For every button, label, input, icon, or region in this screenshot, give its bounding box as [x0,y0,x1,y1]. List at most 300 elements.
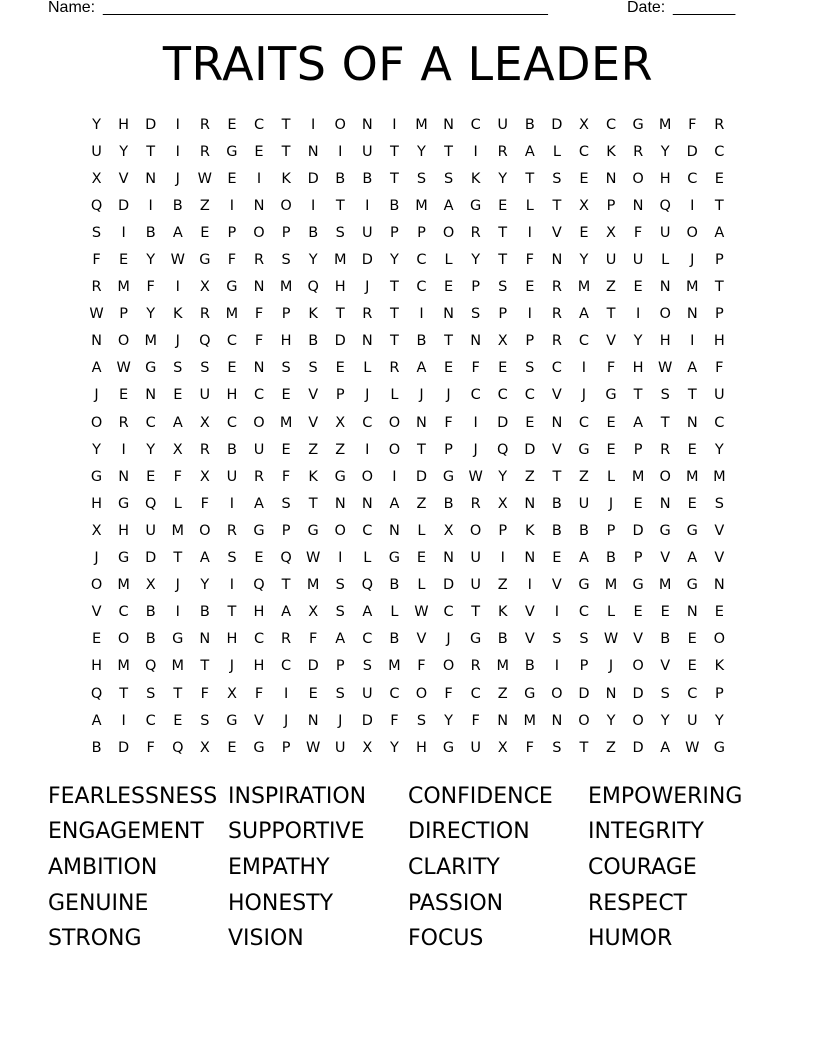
grid-cell: G [172,631,184,648]
grid-row [83,219,733,246]
grid-cell: N [443,116,454,133]
grid-cell: L [525,197,534,214]
grid-cell: T [173,550,183,567]
grid-cell: O [253,414,265,431]
grid-cell: O [686,224,698,241]
grid-cell: X [335,414,346,431]
grid-cell: C [416,252,427,269]
grid-cell: E [687,658,697,675]
grid-row [83,355,733,382]
grid-cell: L [173,495,182,512]
grid-cell: V [524,604,535,621]
grid-cell: I [175,143,180,160]
grid-cell: F [200,685,210,702]
grid-cell: Z [497,685,508,702]
grid-cell: P [390,224,399,241]
grid-cell: E [687,441,697,458]
grid-cell: C [226,414,237,431]
grid-cell: Y [633,333,643,350]
grid-cell: B [389,197,400,214]
word-list-item: EMPOWERING [588,783,743,809]
word-list-item: SUPPORTIVE [228,819,365,845]
grid-cell: C [714,143,725,160]
grid-cell: Q [280,550,292,567]
grid-cell: Q [361,577,374,594]
grid-cell: F [92,252,101,269]
grid-cell: O [469,522,482,539]
grid-cell: Q [144,495,157,512]
grid-cell: R [199,306,210,323]
grid-cell: J [690,252,695,269]
grid-cell: I [229,197,235,214]
grid-cell: P [281,739,291,756]
grid-cell: C [362,631,373,648]
grid-cell: O [280,197,292,214]
grid-cell: L [390,387,399,404]
grid-cell: T [660,414,670,431]
grid-cell: G [632,116,644,133]
grid-cell: X [578,116,589,133]
grid-cell: Q [90,197,103,214]
grid-cell: L [661,252,670,269]
grid-cell: V [254,712,264,729]
grid-cell: S [714,495,724,512]
word-list-item: AMBITION [48,854,158,880]
grid-cell: E [416,550,427,567]
grid-cell: R [497,143,508,160]
grid-cell: L [444,252,453,269]
grid-cell: E [633,604,643,621]
grid-cell: D [686,143,698,160]
grid-cell: F [390,712,399,729]
grid-cell: O [253,224,265,241]
grid-cell: D [632,685,644,702]
grid-cell: G [659,522,671,539]
grid-cell: J [175,333,180,350]
grid-cell: N [361,333,373,350]
grid-cell: J [338,712,343,729]
grid-cell: D [361,252,373,269]
grid-cell: T [281,143,291,160]
grid-cell: E [308,685,318,702]
grid-cell: N [659,279,671,296]
grid-cell: P [281,306,291,323]
grid-cell: T [335,197,345,214]
grid-cell: J [419,387,424,404]
grid-cell: N [118,468,130,485]
grid-cell: V [118,170,129,187]
grid-cell: D [497,414,509,431]
grid-cell: Y [92,441,101,458]
grid-cell: J [446,387,451,404]
grid-cell: I [473,414,478,431]
grid-cell: M [415,116,428,133]
grid-cell: A [443,197,454,214]
grid-cell: I [121,224,126,241]
grid-cell: H [632,360,644,377]
grid-row [83,517,733,544]
grid-cell: C [687,170,698,187]
grid-cell: O [551,685,563,702]
grid-cell: P [633,441,643,458]
grid-cell: E [606,414,616,431]
grid-cell: S [552,631,562,648]
grid-row [83,680,733,707]
grid-cell: U [470,577,481,594]
grid-cell: H [91,495,102,512]
grid-cell: I [554,658,559,675]
grid-cell: V [308,387,319,404]
grid-cell: T [335,306,345,323]
grid-cell: P [633,550,643,567]
grid-cell: O [713,631,726,648]
grid-row [83,734,733,761]
date-line: _______ [673,0,736,16]
grid-cell: F [525,252,534,269]
word-list-item: INSPIRATION [228,783,367,809]
grid-cell: T [200,658,210,675]
grid-cell: N [551,712,563,729]
grid-cell: K [714,658,725,675]
grid-cell: X [308,604,319,621]
grid-row [83,274,733,301]
grid-cell: N [253,197,265,214]
grid-cell: D [361,712,373,729]
grid-cell: P [335,387,345,404]
grid-cell: I [256,170,262,187]
word-list-item: RESPECT [588,890,688,916]
grid-cell: X [443,522,454,539]
word-list-item: PASSION [408,890,504,916]
grid-cell: L [363,550,372,567]
grid-cell: I [473,143,478,160]
grid-cell: K [606,143,616,160]
grid-cell: E [714,604,724,621]
grid-cell: N [361,116,373,133]
grid-cell: I [527,306,532,323]
grid-cell: F [200,495,210,512]
word-list [48,779,768,957]
grid-cell: D [632,739,644,756]
grid-cell: O [334,522,346,539]
grid-cell: B [389,577,400,594]
grid-cell: A [335,631,346,648]
grid-cell: R [281,631,292,648]
grid-cell: K [470,170,481,187]
grid-cell: T [389,143,399,160]
grid-cell: C [605,116,617,133]
grid-cell: T [714,197,724,214]
grid-cell: W [89,306,104,323]
grid-cell: S [579,631,589,648]
grid-cell: C [470,685,481,702]
grid-cell: G [90,468,103,485]
grid-cell: X [172,441,183,458]
grid-cell: W [685,739,700,756]
grid-cell: Y [417,143,426,160]
grid-cell: C [497,387,508,404]
grid-row [83,599,733,626]
grid-cell: M [658,577,672,594]
grid-cell: C [687,685,698,702]
grid-cell: Y [606,712,616,729]
grid-cell: G [253,522,265,539]
grid-cell: U [605,252,617,269]
grid-cell: E [687,495,697,512]
grid-cell: R [118,414,129,431]
grid-cell: V [308,414,319,431]
grid-cell: N [361,495,373,512]
grid-cell: J [446,631,451,648]
header-row [48,0,748,20]
grid-cell: C [145,712,156,729]
grid-cell: C [551,360,562,377]
grid-row [83,545,733,572]
grid-cell: L [552,143,561,160]
grid-cell: L [606,468,616,485]
grid-cell: A [416,360,427,377]
grid-cell: R [362,306,373,323]
grid-cell: Q [199,333,211,350]
grid-cell: I [527,224,532,241]
grid-cell: T [579,739,589,756]
name-label: Name: [48,0,96,16]
grid-cell: U [362,143,373,160]
grid-cell: O [117,631,130,648]
grid-cell: P [281,224,291,241]
grid-cell: R [470,495,481,512]
grid-cell: A [578,550,589,567]
grid-cell: N [686,306,698,323]
grid-cell: H [280,333,292,350]
grid-cell: T [552,468,562,485]
grid-row [83,111,733,138]
grid-cell: S [200,712,210,729]
word-row [48,886,768,922]
grid-cell: N [145,170,157,187]
grid-cell: S [335,604,345,621]
grid-cell: I [554,604,559,621]
grid-cell: G [470,631,482,648]
grid-cell: S [335,685,345,702]
grid-cell: I [365,441,370,458]
grid-cell: Y [471,252,481,269]
grid-cell: F [715,360,724,377]
grid-cell: T [173,685,183,702]
grid-cell: C [362,522,373,539]
grid-cell: M [306,577,320,594]
grid-cell: S [281,495,291,512]
grid-cell: G [578,441,590,458]
grid-cell: D [118,197,130,214]
grid-cell: M [523,712,537,729]
grid-cell: O [442,224,455,241]
word-list-item: CONFIDENCE [408,783,553,809]
grid-cell: J [94,550,99,567]
grid-cell: E [91,631,102,648]
grid-cell: E [173,712,183,729]
letter-grid [83,111,733,761]
grid-cell: G [226,712,238,729]
grid-cell: I [283,685,289,702]
grid-cell: D [524,441,536,458]
grid-cell: N [551,252,563,269]
grid-row [83,382,733,409]
grid-cell: S [362,658,372,675]
grid-cell: A [578,306,589,323]
grid-cell: L [606,604,616,621]
grid-cell: I [338,143,343,160]
grid-cell: O [334,116,346,133]
grid-cell: D [145,550,157,567]
grid-cell: M [496,658,509,675]
grid-cell: B [308,224,319,241]
grid-cell: H [334,279,346,296]
grid-cell: J [608,658,614,675]
grid-cell: O [117,333,130,350]
grid-cell: E [227,116,237,133]
grid-cell: M [333,252,347,269]
grid-cell: A [633,414,644,431]
grid-cell: M [604,577,618,594]
grid-cell: N [307,143,319,160]
grid-cell: K [497,604,508,621]
grid-cell: B [199,604,210,621]
grid-cell: B [551,522,562,539]
grid-cell: T [687,387,697,404]
word-row [48,815,768,851]
grid-cell: R [226,522,237,539]
grid-cell: N [443,550,454,567]
grid-cell: R [199,143,210,160]
grid-cell: T [714,279,724,296]
grid-cell: B [443,495,454,512]
grid-cell: A [172,224,183,241]
grid-cell: G [524,685,536,702]
grid-cell: E [443,360,454,377]
grid-cell: T [606,306,616,323]
grid-cell: F [227,252,237,269]
grid-cell: K [525,522,535,539]
word-list-item: STRONG [48,926,142,952]
grid-cell: P [498,522,508,539]
grid-cell: O [388,441,401,458]
grid-cell: G [117,495,130,512]
grid-cell: M [171,522,185,539]
grid-row [83,463,733,490]
grid-cell: K [173,306,183,323]
grid-cell: W [305,550,321,567]
grid-cell: V [551,441,562,458]
grid-cell: J [175,577,180,594]
grid-cell: U [253,441,265,458]
grid-cell: B [524,658,535,675]
grid-cell: T [471,604,481,621]
grid-cell: X [497,739,508,756]
grid-cell: T [119,685,129,702]
grid-cell: N [199,631,211,648]
grid-cell: H [253,658,265,675]
grid-cell: Q [90,685,103,702]
grid-cell: W [305,739,321,756]
grid-cell: R [389,360,400,377]
grid-cell: Z [199,197,210,214]
word-list-item: DIRECTION [408,819,530,845]
grid-cell: E [633,495,643,512]
grid-cell: D [551,116,563,133]
grid-cell: R [253,468,265,485]
grid-cell: G [686,577,698,594]
grid-cell: N [253,279,265,296]
word-row [48,850,768,886]
grid-cell: P [714,252,724,269]
grid-cell: S [146,685,156,702]
grid-cell: E [525,279,535,296]
grid-cell: V [660,550,671,567]
grid-cell: S [227,550,237,567]
grid-cell: I [392,116,397,133]
grid-cell: T [498,252,508,269]
grid-cell: P [227,224,237,241]
grid-cell: P [498,306,508,323]
grid-cell: P [714,306,724,323]
grid-cell: P [606,522,616,539]
grid-cell: M [225,306,239,323]
grid-cell: O [632,712,644,729]
grid-cell: P [335,658,345,675]
grid-cell: Z [416,495,427,512]
grid-cell: O [90,577,103,594]
grid-cell: N [91,333,102,350]
grid-cell: Z [606,279,616,296]
grid-cell: I [229,577,235,594]
grid-cell: M [415,197,428,214]
grid-cell: Q [497,441,509,458]
grid-cell: P [525,333,535,350]
grid-cell: C [470,116,481,133]
grid-cell: R [551,306,562,323]
grid-cell: I [175,116,180,133]
grid-cell: M [713,468,726,485]
grid-cell: S [335,224,345,241]
grid-cell: O [415,685,428,702]
grid-cell: D [442,577,455,594]
grid-cell: G [632,577,644,594]
grid-cell: E [552,550,562,567]
grid-cell: O [632,658,644,675]
grid-cell: B [172,197,183,214]
grid-row [83,436,733,463]
grid-cell: Y [444,712,453,729]
grid-cell: I [635,306,641,323]
grid-cell: T [417,441,426,458]
grid-cell: Q [144,658,157,675]
grid-cell: V [714,550,725,567]
grid-cell: N [524,495,536,512]
grid-cell: M [279,414,293,431]
grid-cell: I [690,197,695,214]
grid-cell: E [254,550,264,567]
grid-cell: J [229,658,235,675]
grid-cell: H [416,739,427,756]
grid-cell: T [444,143,453,160]
word-list-item: COURAGE [588,854,697,880]
grid-cell: M [658,116,672,133]
grid-cell: I [148,197,153,214]
grid-cell: U [632,252,644,269]
grid-cell: V [551,577,562,594]
grid-cell: Z [308,441,319,458]
